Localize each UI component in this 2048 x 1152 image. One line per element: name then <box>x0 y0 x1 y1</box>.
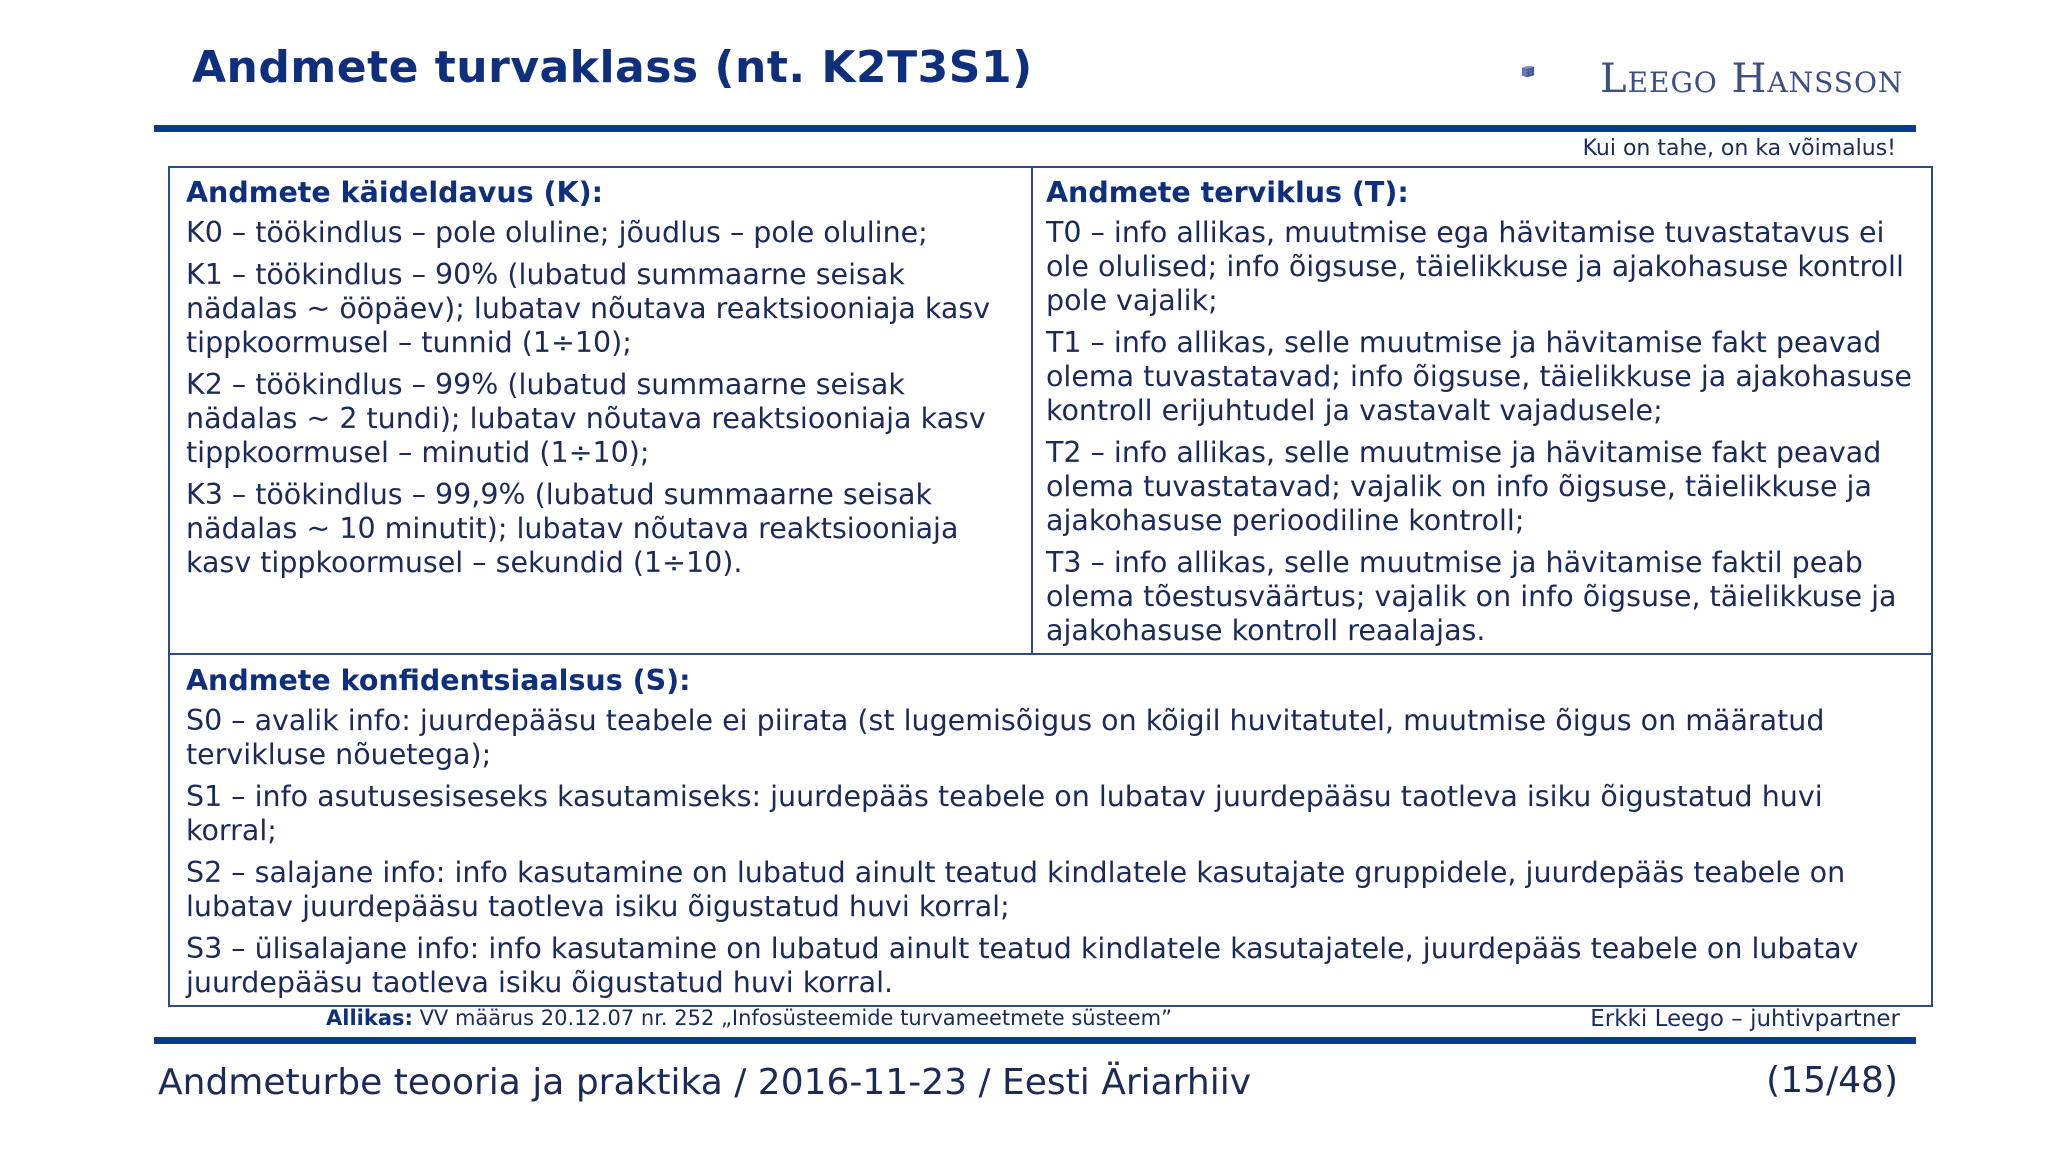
header-rule <box>154 125 1916 132</box>
slide-title: Andmete turvaklass (nt. K2T3S1) <box>192 42 1033 93</box>
t-item: T0 – info allikas, muutmise ega hävitamise tuvastatavus ei ole olulised; info õigsuse, täielikkuse ja ajakohasuse kontroll pole vajalik; <box>1046 216 1904 317</box>
s-item: S2 – salajane info: info kasutamine on lubatud ainult teatud kindlatele kasutajate gruppidele, juurdepääs teabele on lubatav juurdepääsu taotleva isiku õigustatud huvi korral; <box>186 856 1846 923</box>
confidentiality-heading: Andmete konfidentsiaalsus (S): <box>186 664 691 697</box>
integrity-cell <box>1046 176 1926 656</box>
k-item: K3 – töökindlus – 99,9% (lubatud summaarne seisak nädalas ~ 10 minutit); lubatav nõutava reaktsiooniaja kasv tippkoormusel – sekundid (1÷10). <box>186 478 959 579</box>
footer-rule <box>154 1037 1916 1044</box>
logo-cube-icon <box>1520 36 1600 106</box>
motto: Kui on tahe, on ka võimalus! <box>1582 136 1896 161</box>
source-text: VV määrus 20.12.07 nr. 252 „Infosüsteemide turvameetmete süsteem” <box>412 1006 1172 1030</box>
confidentiality-cell <box>186 664 1921 1008</box>
author: Erkki Leego – juhtivpartner <box>1590 1006 1900 1032</box>
t-item: T1 – info allikas, selle muutmise ja hävitamise fakt peavad olema tuvastatavad; info õigsuse, täielikkuse ja ajakohasuse kontroll erijuhtudel ja vastavalt vajadusele; <box>1046 326 1912 427</box>
integrity-heading: Andmete terviklus (T): <box>1046 176 1409 209</box>
s-item: S1 – info asutusesiseseks kasutamiseks: juurdepääs teabele on lubatav juurdepääsu taotleva isiku õigustatud huvi korral; <box>186 780 1823 847</box>
s-item: S3 – ülisalajane info: info kasutamine on lubatud ainult teatud kindlatele kasutajatele, juurdepääs teabele on lubatav juurdepääsu taotleva isiku õigustatud huvi korral. <box>186 932 1859 999</box>
k-item: K0 – töökindlus – pole oluline; jõudlus – pole oluline; <box>186 216 928 249</box>
column-divider <box>1031 166 1033 655</box>
page-number: (15/48) <box>1766 1060 1898 1101</box>
source-label: Allikas: <box>326 1006 413 1030</box>
k-item: K1 – töökindlus – 90% (lubatud summaarne seisak nädalas ~ ööpäev); lubatav nõutava reaktsiooniaja kasv tippkoormusel – tunnid (1÷10); <box>186 258 991 359</box>
t-item: T2 – info allikas, selle muutmise ja hävitamise fakt peavad olema tuvastatavad; vajalik on info õigsuse, täielikkuse ja ajakohasuse perioodiline kontroll; <box>1046 436 1882 537</box>
t-item: T3 – info allikas, selle muutmise ja hävitamise faktil peab olema tõestusväärtus; vajalik on info õigsuse, täielikkuse ja ajakohasuse kontroll reaalajas. <box>1046 546 1897 647</box>
footer-text: Andmeturbe teooria ja praktika / 2016-11-23 / Eesti Äriarhiiv <box>158 1062 1252 1103</box>
availability-cell <box>186 176 1016 588</box>
availability-heading: Andmete käideldavus (K): <box>186 176 604 209</box>
source-note <box>326 1006 1172 1030</box>
s-item: S0 – avalik info: juurdepääsu teabele ei piirata (st lugemisõigus on kõigil huvitatutel, muutmise õigus on määratud tervikluse nõuetega); <box>186 704 1825 771</box>
k-item: K2 – töökindlus – 99% (lubatud summaarne seisak nädalas ~ 2 tundi); lubatav nõutava reaktsiooniaja kasv tippkoormusel – minutid (1÷10); <box>186 368 986 469</box>
logo-text: Leego Hansson <box>1600 56 1904 102</box>
